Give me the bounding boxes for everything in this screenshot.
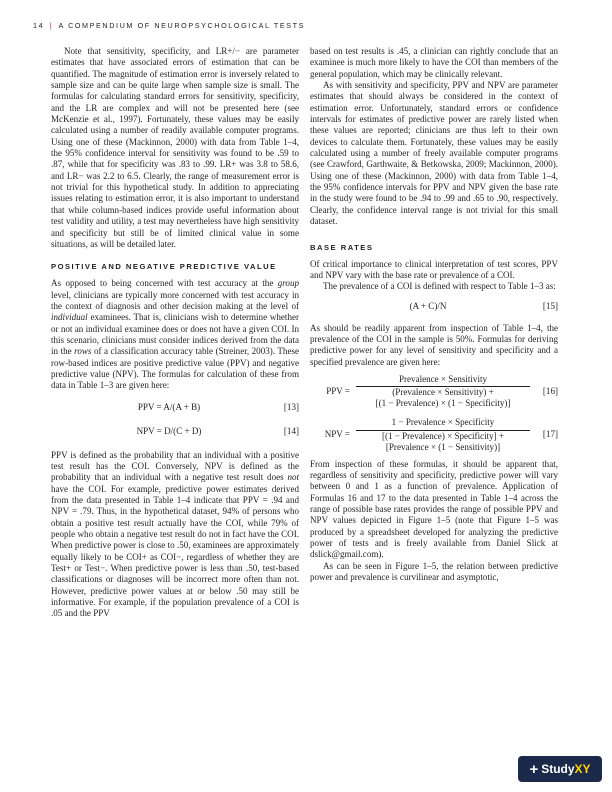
equation-17-number: [17] bbox=[542, 429, 558, 440]
equation-16-numerator: Prevalence × Sensitivity bbox=[356, 374, 530, 387]
equation-13 bbox=[51, 398, 299, 418]
left-paragraph-2: As opposed to being concerned with test accuracy at the group level, clinicians are typically more concerned with test accuracy in the context of diagnosis and other decision making at the level of individual examinees. That is, clinicians wish to determine whether or not an individual examinee does or does not have a given COI. In this scenario, clinicians must consider indices derived from the data in the rows of a classification accuracy table (Streiner, 2003). These row-based indices are positive predictive value (PPV) and negative predictive value (NPV). The formulas for calculation of these from data in Table 1–3 are given here: bbox=[51, 278, 299, 391]
equation-15-number: [15] bbox=[542, 300, 558, 311]
right-paragraph-7: As can be seen in Figure 1–5, the relation between predictive power and prevalence is curvilinear and asymptotic, bbox=[310, 560, 558, 583]
right-paragraph-2: As with sensitivity and specificity, PPV and NPV are parameter estimates that should always be considered in the context of estimation error. Unfortunately, standard errors or confidence intervals for estimates of predictive power are rarely listed when these values are reported; clinicians are thus left to their own devices to calculate them. Fortunately, these values may be easily calculated using a number of freely available computer programs (see Crawford, Garthwaite, & Betkowska, 2009; Mackinnon, 2000). Using one of these (Mackinnon, 2000) with data from Table 1–4, the 95% confidence intervals for PPV and NPV given the base rate in the study were found to be .94 to .99 and .65 to .90, respectively. Clearly, the confidence interval range is not trivial for this small dataset. bbox=[310, 80, 558, 227]
right-paragraph-1: based on test results is .45, a clinician can rightly conclude that an examinee is much more likely to have the COI than members of the general population, which may be clinically relevant. bbox=[310, 46, 558, 79]
equation-14-number: [14] bbox=[283, 425, 299, 436]
equation-17-numerator: 1 − Prevalence × Specificity bbox=[356, 417, 530, 430]
right-column bbox=[310, 46, 558, 583]
right-paragraph-3: Of critical importance to clinical interpretation of test scores, PPV and NPV vary with the base rate or prevalence of a COI. bbox=[310, 258, 558, 280]
running-title: A COMPENDIUM OF NEUROPSYCHOLOGICAL TESTS bbox=[58, 21, 305, 30]
heading-predictive-value: POSITIVE AND NEGATIVE PREDICTIVE VALUE bbox=[51, 262, 277, 272]
header-separator: | bbox=[49, 21, 54, 30]
page-number: 14 bbox=[33, 21, 45, 30]
running-head bbox=[33, 21, 305, 30]
right-paragraph-4: The prevalence of a COI is defined with respect to Table 1–3 as: bbox=[323, 281, 556, 292]
right-paragraph-6: From inspection of these formulas, it should be apparent that, regardless of sensitivity and specificity, predictive power will vary between 0 and 1 as a function of prevalence. Application of Formulas 16 and 17 to the data presented in Table 1–4 across the range of possible base rates provides the range of possible PPV and NPV values depicted in Figure 1–5 (note that Figure 1–5 was produced by a spreadsheet developed for analyzing the predictive power of tests and is freely available from Daniel Slick at dslick@gmail.com). bbox=[310, 458, 558, 560]
studyxy-logo[interactable] bbox=[518, 756, 602, 782]
equation-17-denominator-line-1: [(1 − Prevalence) × Specificity] + bbox=[381, 430, 505, 441]
equation-13-number: [13] bbox=[283, 401, 299, 412]
equation-17-fraction bbox=[350, 417, 536, 452]
equation-17-denominator-line-2: [Prevalence × (1 − Sensitivity)] bbox=[385, 441, 501, 452]
equation-16-number: [16] bbox=[542, 385, 558, 396]
equation-14-expression: NPV = D/(C + D) bbox=[136, 425, 202, 436]
equation-15-expression: (A + C)/N bbox=[409, 300, 447, 311]
logo-text-study: Study bbox=[541, 762, 575, 776]
heading-base-rates: BASE RATES bbox=[310, 242, 374, 252]
equation-16 bbox=[310, 374, 558, 409]
left-paragraph-3: PPV is defined as the probability that an individual with a positive test result has the COI. Conversely, NPV is defined as the probability that an individual with a negative test result does not have the COI. For example, predictive power estimates derived from the data presented in Table 1–4 indicate that PPV = .94 and NPV = .79. Thus, in the hypothetical dataset, 94% of persons who obtain a positive test result actually have the COI, while 79% of people who obtain a negative test result do not in fact have the COI. When predictive power is close to .50, examinees are approximately equally likely to be COI+ as COI−, regardless of whether they are Test+ or Test−. When predictive power is less than .50, test-based classifications or diagnoses will be incorrect more often than not. However, predictive power values at or below .50 may still be informative. For example, if the population prevalence of a COI is .05 and the PPV bbox=[51, 449, 299, 619]
left-paragraph-1: Note that sensitivity, specificity, and LR+/− are parameter estimates that have associated errors of estimation that can be quantified. The magnitude of estimation error is inversely related to sample size and can be quite large when sample size is small. The formulas for calculating standard errors for sensitivity, specificity, and the LR are complex and will not be presented here (see McKenzie et al., 1997). Fortunately, these values may be easily calculated using a number of readily available computer programs. Using one of these (Mackinnon, 2000) with data from Table 1–4, the 95% confidence interval for sensitivity was found to be .59 to .87, while that for specificity was .83 to .99. LR+ was 3.8 to 58.6, and LR− was 2.2 to 6.5. Clearly, the range of measurement error is not trivial for this hypothetical study. In addition to appreciating issues relating to estimation error, it is also important to understand that while column-based indices provide useful information about test validity and utility, a test may nevertheless have high sensitivity and specificity but still be of limited clinical value in some situations, as will be detailed later. bbox=[51, 46, 299, 249]
left-column bbox=[51, 46, 299, 620]
equation-16-denominator-line-1: (Prevalence × Sensitivity) + bbox=[392, 387, 494, 398]
equation-15 bbox=[310, 297, 558, 317]
equation-14 bbox=[51, 422, 299, 442]
equation-13-expression: PPV = A/(A + B) bbox=[137, 401, 201, 412]
equation-16-fraction bbox=[350, 374, 536, 409]
plus-icon: + bbox=[529, 760, 539, 778]
logo-text-xy: XY bbox=[574, 762, 591, 776]
equation-17 bbox=[310, 417, 558, 452]
equation-16-denominator-line-2: [(1 − Prevalence) × (1 − Specificity)] bbox=[375, 398, 511, 409]
right-paragraph-5: As should be readily apparent from inspection of Table 1–4, the prevalence of the COI in the sample is 50%. Formulas for deriving predictive power for any level of sensitivity and specificity and a specified prevalence are given here: bbox=[310, 322, 558, 367]
equation-16-lhs: PPV = bbox=[326, 385, 350, 396]
equation-17-lhs: NPV = bbox=[324, 429, 350, 440]
